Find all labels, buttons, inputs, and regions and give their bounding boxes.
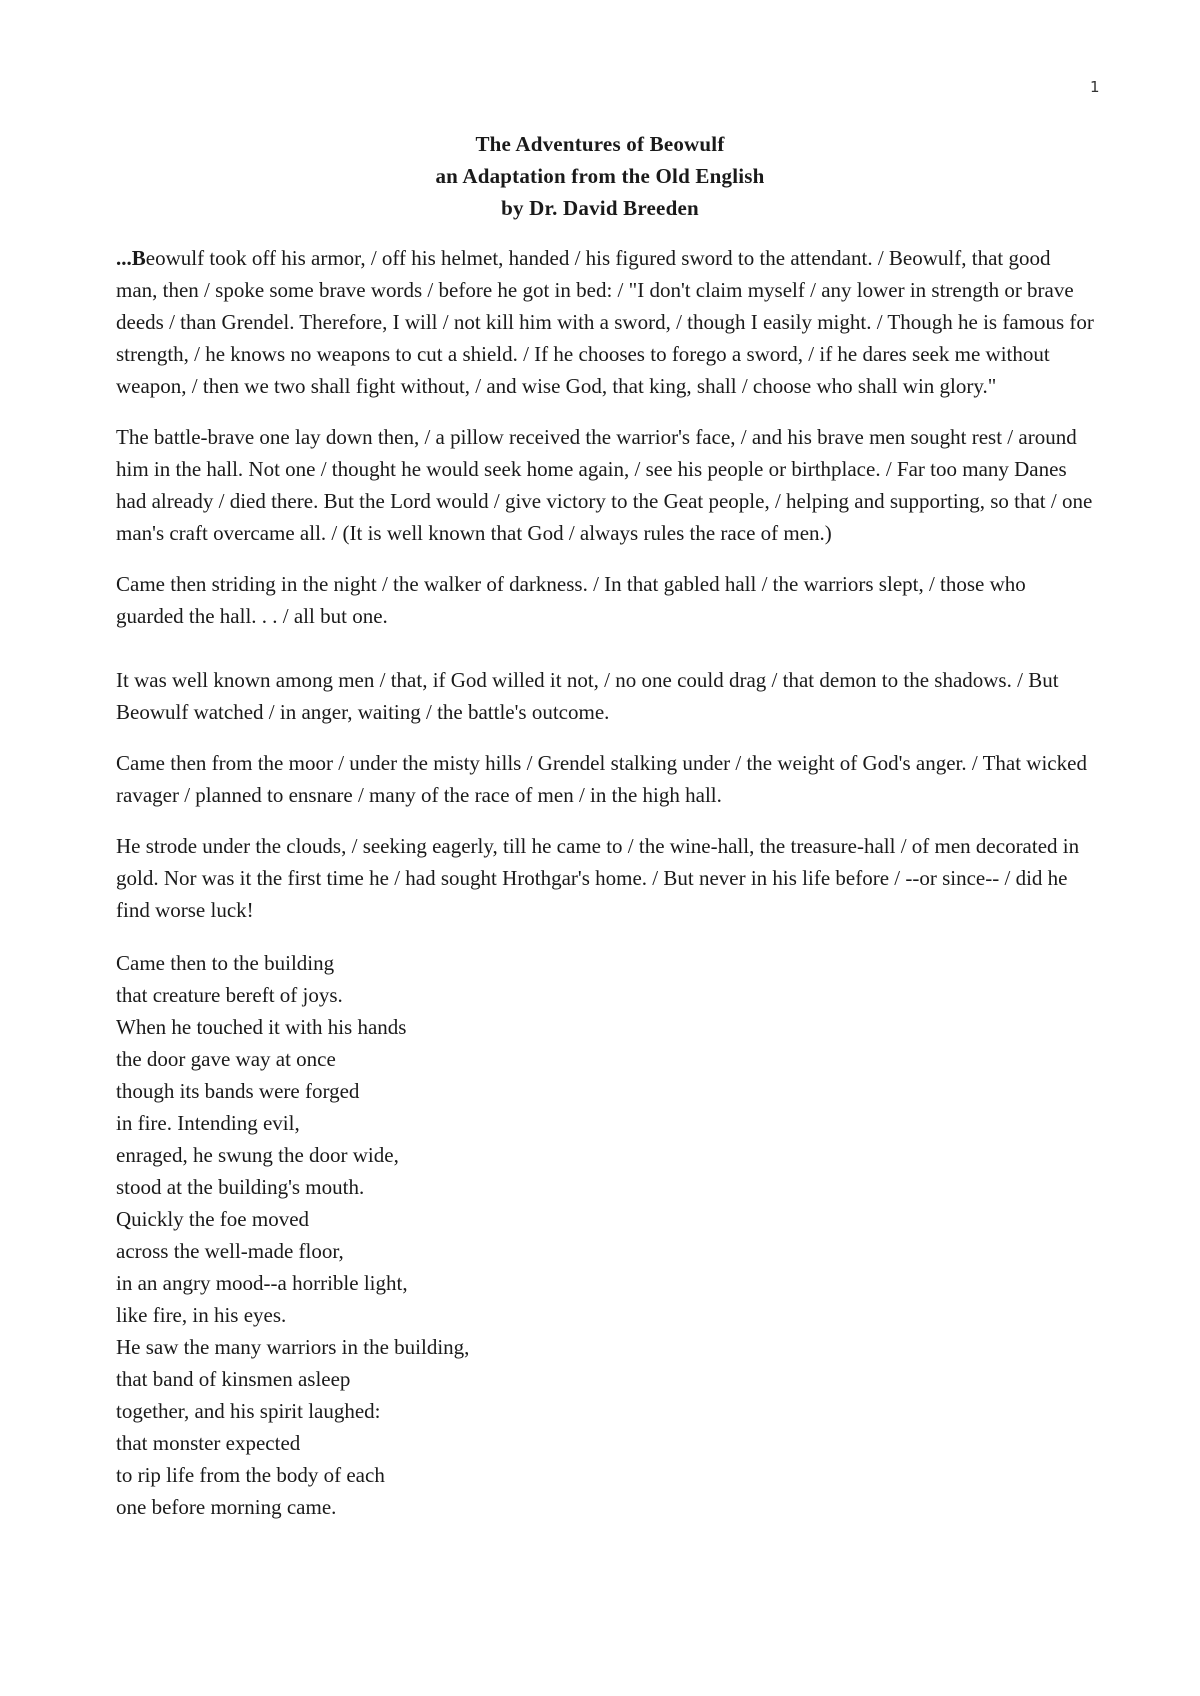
- verse-line: that creature bereft of joys.: [116, 983, 343, 1007]
- verse-line: enraged, he swung the door wide,: [116, 1143, 399, 1167]
- verse-line: in an angry mood--a horrible light,: [116, 1271, 408, 1295]
- verse-line: Came then to the building: [116, 951, 335, 975]
- paragraph-4: It was well known among men / that, if God willed it not, / no one could drag / that demon to the shadows. / But Beowulf watched / in anger, waiting / the battle's outcome.: [116, 668, 1059, 724]
- document-title: [0, 128, 1200, 224]
- verse-line: in fire. Intending evil,: [116, 1111, 300, 1135]
- title-line-3: by Dr. David Breeden: [501, 196, 699, 220]
- verse-line: When he touched it with his hands: [116, 1015, 407, 1039]
- page-number: 1: [1090, 78, 1100, 96]
- paragraph-3: Came then striding in the night / the walker of darkness. / In that gabled hall / the warriors slept, / those who guarded the hall. . . / all but one.: [116, 572, 1026, 628]
- title-line-2: an Adaptation from the Old English: [435, 164, 765, 188]
- leading-ellipsis: ...: [116, 246, 132, 270]
- verse-line: that monster expected: [116, 1431, 301, 1455]
- paragraph-1: [116, 242, 1096, 402]
- verse-line: to rip life from the body of each: [116, 1463, 385, 1487]
- paragraph-1-text: eowulf took off his armor, / off his helmet, handed / his figured sword to the attendant. / Beowulf, that good man, then / spoke some brave words / before he got in bed: / "I don't claim myself / any lower in strength or brave deeds / than Grendel. Therefore, I will / not kill him with a sword, / though I easily might. / Though he is famous for strength, / he knows no weapons to cut a shield. / If he chooses to forego a sword, / if he dares seek me without weapon, / then we two shall fight without, / and wise God, that king, shall / choose who shall win glory.": [116, 246, 1094, 398]
- verse-line: that band of kinsmen asleep: [116, 1367, 351, 1391]
- verse-line: one before morning came.: [116, 1495, 337, 1519]
- verse-line: stood at the building's mouth.: [116, 1175, 365, 1199]
- paragraph-2: The battle-brave one lay down then, / a pillow received the warrior's face, / and his brave men sought rest / around him in the hall. Not one / thought he would seek home again, / see his people or birthplace. / Far too many Danes had already / died there. But the Lord would / give victory to the Geat people, / helping and supporting, so that / one man's craft overcame all. / (It is well known that God / always rules the race of men.): [116, 425, 1093, 545]
- verse-line: like fire, in his eyes.: [116, 1303, 287, 1327]
- verse-line: though its bands were forged: [116, 1079, 360, 1103]
- verse-line: together, and his spirit laughed:: [116, 1399, 381, 1423]
- verse-line: across the well-made floor,: [116, 1239, 344, 1263]
- drop-letter: B: [131, 246, 146, 270]
- title-line-1: The Adventures of Beowulf: [475, 132, 725, 156]
- paragraph-5: Came then from the moor / under the misty hills / Grendel stalking under / the weight of God's anger. / That wicked ravager / planned to ensnare / many of the race of men / in the high hall.: [116, 751, 1087, 807]
- document-body: [116, 242, 1096, 1523]
- verse-block: [116, 947, 1096, 1523]
- paragraph-6: He strode under the clouds, / seeking eagerly, till he came to / the wine-hall, the treasure-hall / of men decorated in gold. Nor was it the first time he / had sought Hrothgar's home. / But never in his life before / --or since-- / did he find worse luck!: [116, 834, 1080, 922]
- verse-line: the door gave way at once: [116, 1047, 336, 1071]
- verse-line: He saw the many warriors in the building,: [116, 1335, 470, 1359]
- verse-line: Quickly the foe moved: [116, 1207, 310, 1231]
